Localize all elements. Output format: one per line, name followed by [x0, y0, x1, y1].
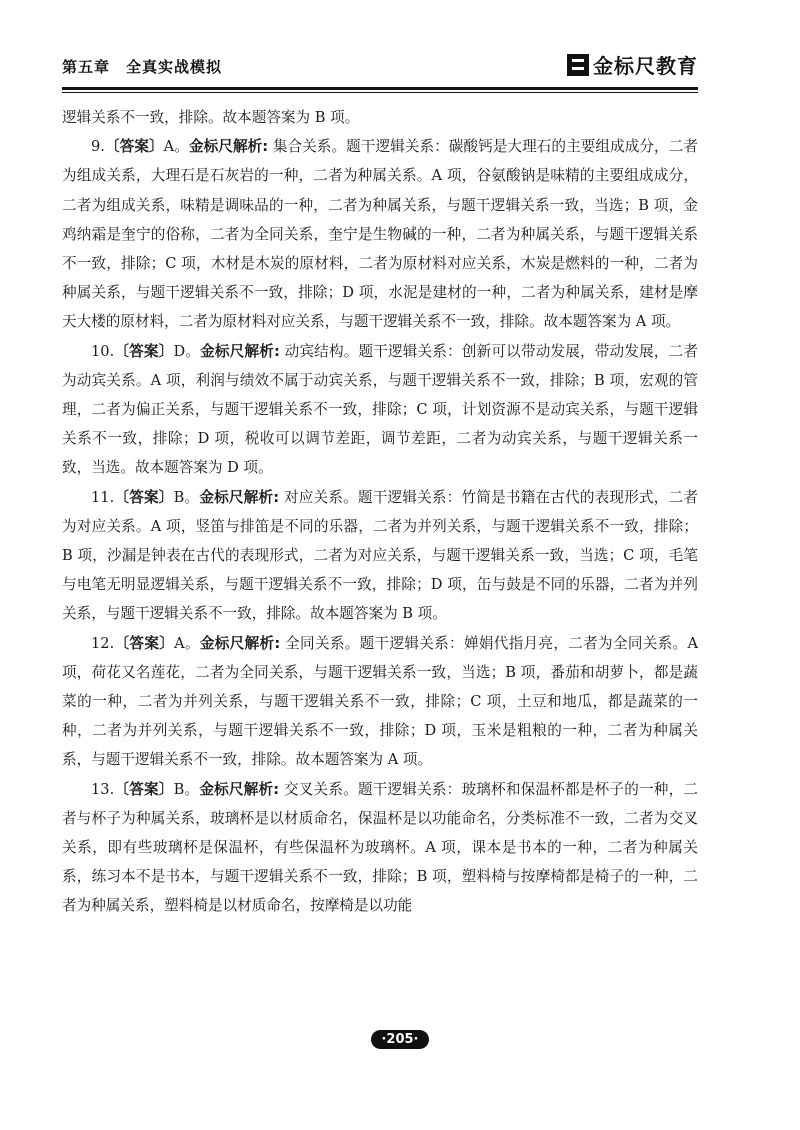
brand-logo	[567, 50, 698, 79]
answer-paragraph-11	[62, 483, 698, 629]
answer-label: 〔答案〕	[114, 780, 174, 798]
analysis-text: 全同关系。题干逻辑关系：婵娟代指月亮，二者为全同关系。A 项，荷花又名莲花，二者为全同关系，与题干逻辑关系一致，当选；B 项，番茄和胡萝卜，都是蔬菜的一种，二者为并列关系，与题干逻辑关系不一致，排除；C 项，土豆和地瓜，都是蔬菜的一种，二者为并列关系，与题干逻辑关系不一致，排除；D 项，玉米是粗粮的一种，二者为种属关系，与题干逻辑关系不一致，排除。故本题答案为 A 项。	[62, 634, 698, 769]
question-number: 10.	[91, 342, 115, 360]
analysis-text: 交叉关系。题干逻辑关系：玻璃杯和保温杯都是杯子的一种，二者与杯子为种属关系，玻璃杯是以材质命名，保温杯是以功能命名，分类标准不一致，二者为交叉关系，即有些玻璃杯是保温杯，有些保温杯为玻璃杯。A 项，课本是书本的一种，二者为种属关系，练习本不是书本，与题干逻辑关系不一致，排除；B 项，塑料椅与按摩椅都是椅子的一种，二者为种属关系，塑料椅是以材质命名，按摩椅是以功能	[62, 780, 698, 915]
header-rule-thin	[62, 92, 698, 93]
page-header	[62, 50, 698, 84]
analysis-text: 动宾结构。题干逻辑关系：创新可以带动发展，带动发展，二者为动宾关系。A 项，利润与绩效不属于动宾关系，与题干逻辑关系不一致，排除；B 项，宏观的管理，二者为偏正关系，与题干逻辑关系不一致，排除；C 项，计划资源不是动宾关系，与题干逻辑关系不一致，排除；D 项，税收可以调节差距，调节差距，二者为动宾关系，与题干逻辑关系一致，当选。故本题答案为 D 项。	[62, 342, 698, 477]
paragraph-continuation	[62, 103, 698, 132]
answer-label: 〔答案〕	[114, 342, 174, 360]
analysis-label: 金标尺解析:	[200, 342, 280, 360]
page-footer	[0, 1028, 800, 1049]
answer-paragraph-12	[62, 629, 698, 775]
brand-logo-icon	[567, 54, 589, 76]
brand-name: 金标尺教育	[593, 54, 698, 78]
question-number: 9.	[91, 138, 105, 156]
question-number: 12.	[91, 634, 115, 652]
page-body	[62, 103, 698, 921]
answer-label: 〔答案〕	[104, 138, 164, 156]
analysis-label: 金标尺解析:	[199, 488, 280, 506]
answer-paragraph-13	[62, 775, 698, 921]
analysis-label: 金标尺解析:	[199, 634, 281, 652]
analysis-label: 金标尺解析:	[199, 780, 280, 798]
answer-value: A。	[163, 138, 189, 156]
question-number: 11.	[91, 488, 115, 506]
answer-value: B。	[173, 780, 200, 798]
analysis-label: 金标尺解析:	[188, 138, 269, 156]
answer-value: A。	[174, 634, 200, 652]
chapter-title: 第五章 全真实战模拟	[62, 58, 223, 76]
analysis-text: 集合关系。题干逻辑关系：碳酸钙是大理石的主要组成成分，二者为组成关系，大理石是石灰岩的一种，二者为种属关系。A 项，谷氨酸钠是味精的主要组成成分，二者为组成关系，味精是调味品的一种，二者为种属关系，与题干逻辑关系一致，当选；B 项，金鸡纳霜是奎宁的俗称，二者为全同关系，奎宁是生物碱的一种，二者为种属关系，与题干逻辑关系不一致，排除；C 项，木材是木炭的原材料，二者为原材料对应关系，木炭是燃料的一种，二者为种属关系，与题干逻辑关系不一致，排除；D 项，水泥是建材的一种，二者为种属关系，建材是摩天大楼的原材料，二者为原材料对应关系，与题干逻辑关系不一致，排除。故本题答案为 A 项。	[62, 138, 698, 331]
answer-label: 〔答案〕	[114, 634, 175, 652]
analysis-text: 对应关系。题干逻辑关系：竹简是书籍在古代的表现形式，二者为对应关系。A 项，竖笛与排笛是不同的乐器，二者为并列关系，与题干逻辑关系不一致，排除；B 项，沙漏是钟表在古代的表现形式，二者为对应关系，与题干逻辑关系一致，当选；C 项，毛笔与电笔无明显逻辑关系，与题干逻辑关系不一致，排除；D 项，缶与鼓是不同的乐器，二者为并列关系，与题干逻辑关系不一致，排除。故本题答案为 B 项。	[62, 488, 698, 623]
page-number: ·205·	[371, 1030, 428, 1049]
answer-label: 〔答案〕	[114, 488, 174, 506]
question-number: 13.	[91, 780, 115, 798]
answer-paragraph-9	[62, 132, 698, 336]
paragraph-text: 逻辑关系不一致，排除。故本题答案为 B 项。	[62, 109, 360, 126]
header-rule-thick	[62, 87, 698, 90]
answer-paragraph-10	[62, 337, 698, 483]
answer-value: D。	[173, 342, 201, 360]
answer-value: B。	[173, 488, 200, 506]
